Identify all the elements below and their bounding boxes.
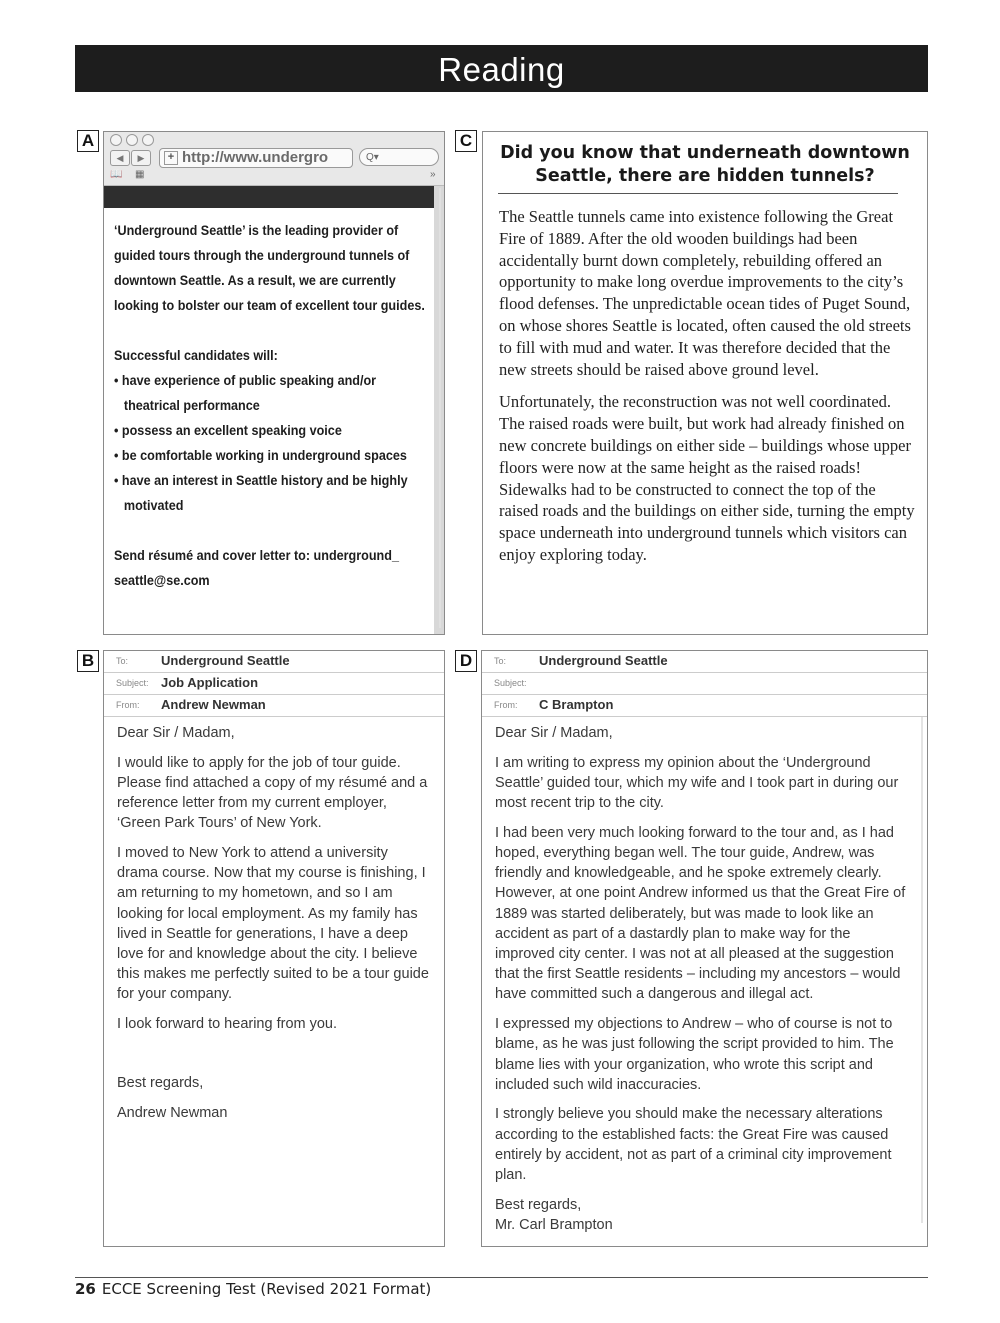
email-paragraph: I had been very much looking forward to the tour and, as I had hoped, everything began well. The tour guide, Andrew, was friendly and knowledgeable, and he spoke extremely clearly. However, at one point Andrew informed us that the Great Fire of 1889 was started deliberately, but was made to look like an accident as part of a dastardly plan to make way for the improved city center. I was not at all pleased at the suggestion that the first Seattle residents – including my ancestors – would have committed such a dangerous and illegal act. bbox=[495, 824, 906, 1003]
email-from-row bbox=[104, 695, 444, 717]
requirement-item: • be comfortable working in underground spaces bbox=[114, 447, 407, 463]
zoom-window-icon[interactable] bbox=[142, 134, 154, 146]
browser-toolbar bbox=[104, 132, 444, 186]
subject-label: Subject: bbox=[116, 678, 149, 688]
email-subject-row bbox=[482, 673, 927, 695]
email-signature: Andrew Newman bbox=[117, 1105, 228, 1122]
heading-divider bbox=[498, 193, 898, 194]
article-paragraph: The Seattle tunnels came into existence following the Great Fire of 1889. After the old wooden buildings had been accidentally burnt down completely, rebuilding offered an opportunity to make long overdue improvements to the city’s flood defenses. The unpredictable ocean tides of Puget Sound, on whose shores Seattle is located, often caused the old streets to fill with mud and water. It was therefore decided that the new streets should be raised above ground level. bbox=[499, 207, 911, 379]
panel-label-a: A bbox=[77, 130, 99, 152]
requirements-list bbox=[114, 368, 434, 518]
email-body bbox=[495, 723, 913, 1245]
back-button[interactable]: ◀ bbox=[110, 150, 130, 166]
email-signature: Mr. Carl Brampton bbox=[495, 1216, 613, 1233]
from-label: From: bbox=[494, 700, 518, 710]
requirement-item: • have experience of public speaking and/or theatrical performance bbox=[114, 372, 377, 413]
email-greeting: Dear Sir / Madam, bbox=[117, 725, 235, 741]
email-application bbox=[103, 650, 445, 1247]
from-value: Andrew Newman bbox=[161, 697, 266, 712]
email-paragraph: I look forward to hearing from you. bbox=[117, 1016, 338, 1033]
page-title: Reading bbox=[75, 45, 928, 92]
contact-instructions: Send résumé and cover letter to: underground_ seattle@se.com bbox=[114, 547, 399, 588]
to-label: To: bbox=[494, 656, 507, 666]
footer-text: ECCE Screening Test (Revised 2021 Format) bbox=[101, 1280, 432, 1298]
email-complaint bbox=[481, 650, 928, 1247]
from-label: From: bbox=[116, 700, 140, 710]
email-paragraph: I would like to apply for the job of tour guide. Please find attached a copy of my résumé and a reference letter from my current employer, ‘Green Park Tours’ of New York. bbox=[117, 754, 428, 832]
subject-value: Job Application bbox=[161, 675, 259, 690]
advert-intro: ‘Underground Seattle’ is the leading provider of guided tours through the underground tunnels of downtown Seattle. As a result, we are currently looking to bolster our team of excellent tour guides. bbox=[114, 222, 425, 313]
article-heading: Did you know that underneath downtown Seattle, there are hidden tunnels? bbox=[500, 143, 910, 186]
bookmarks-icon[interactable]: 📖 bbox=[110, 169, 123, 180]
history-article bbox=[482, 131, 928, 635]
page-number: 26 bbox=[75, 1280, 96, 1298]
to-value: Underground Seattle bbox=[539, 653, 668, 668]
email-signoff: Best regards, bbox=[117, 1075, 204, 1092]
panel-label-d: D bbox=[455, 650, 477, 672]
email-signoff: Best regards, bbox=[495, 1196, 582, 1213]
email-paragraph: I am writing to express my opinion about the ‘Underground Seattle’ guided tour, which my wife and I took part in during our most recent trip to the city. bbox=[495, 754, 899, 812]
to-label: To: bbox=[116, 656, 129, 666]
email-from-row bbox=[482, 695, 927, 717]
email-greeting: Dear Sir / Madam, bbox=[495, 725, 613, 741]
job-advert-text bbox=[114, 218, 434, 593]
email-subject-row bbox=[104, 673, 444, 695]
url-text: http://www.undergro bbox=[182, 149, 329, 166]
candidates-heading: Successful candidates will: bbox=[114, 347, 278, 363]
search-field[interactable]: Q▾ bbox=[359, 148, 439, 166]
from-value: C Brampton bbox=[539, 697, 614, 712]
panel-label-c: C bbox=[455, 130, 477, 152]
email-to-row bbox=[482, 651, 927, 673]
top-sites-grid-icon[interactable]: ▦ bbox=[135, 169, 145, 180]
subject-label: Subject: bbox=[494, 678, 527, 688]
article-paragraph: Unfortunately, the reconstruction was not well coordinated. The raised roads were built, but work had already finished on new concrete buildings on either side – buildings whose upper floors were now at the same height as the raised roads! Sidewalks had to be constructed to connect the top of the raised roads and the buildings on either side, turning the empty space underneath into underground tunnels which visitors can enjoy exploring today. bbox=[499, 392, 915, 564]
requirement-item: • possess an excellent speaking voice bbox=[114, 422, 342, 438]
minimize-window-icon[interactable] bbox=[126, 134, 138, 146]
job-advert-browser bbox=[103, 131, 445, 635]
footer-rule bbox=[75, 1277, 928, 1278]
requirement-item: • have an interest in Seattle history and be highly motivated bbox=[114, 472, 408, 513]
email-to-row bbox=[104, 651, 444, 673]
article-body bbox=[499, 206, 919, 577]
panel-label-b: B bbox=[77, 650, 99, 672]
page-footer bbox=[75, 1280, 431, 1298]
to-value: Underground Seattle bbox=[161, 653, 290, 668]
email-scrollbar[interactable] bbox=[921, 717, 923, 1223]
forward-button[interactable]: ▶ bbox=[131, 150, 151, 166]
add-bookmark-icon[interactable]: + bbox=[164, 151, 178, 165]
site-header-strip bbox=[104, 186, 434, 208]
email-body bbox=[117, 723, 429, 1133]
email-paragraph: I expressed my objections to Andrew – who of course is not to blame, as he was just following the script provided to him. The blame lies with your organization, who wrote this script and included such wild inaccuracies. bbox=[495, 1016, 894, 1093]
more-bookmarks-icon[interactable]: » bbox=[430, 169, 436, 180]
email-paragraph: I moved to New York to attend a university drama course. Now that my course is finishing, I am returning to my hometown, and so I am looking for local employment. As my family has lived in Seattle for generations, I have a deep love for and knowledge about the city. I believe this makes me perfectly suited to be a tour guide for your company. bbox=[117, 845, 429, 1003]
address-bar[interactable] bbox=[159, 148, 353, 168]
page-scrollbar[interactable] bbox=[439, 188, 441, 628]
close-window-icon[interactable] bbox=[110, 134, 122, 146]
email-paragraph: I strongly believe you should make the necessary alterations according to the established facts: the Great Fire was caused entirely by accident, not as part of a criminal city improvement plan. bbox=[495, 1106, 892, 1184]
